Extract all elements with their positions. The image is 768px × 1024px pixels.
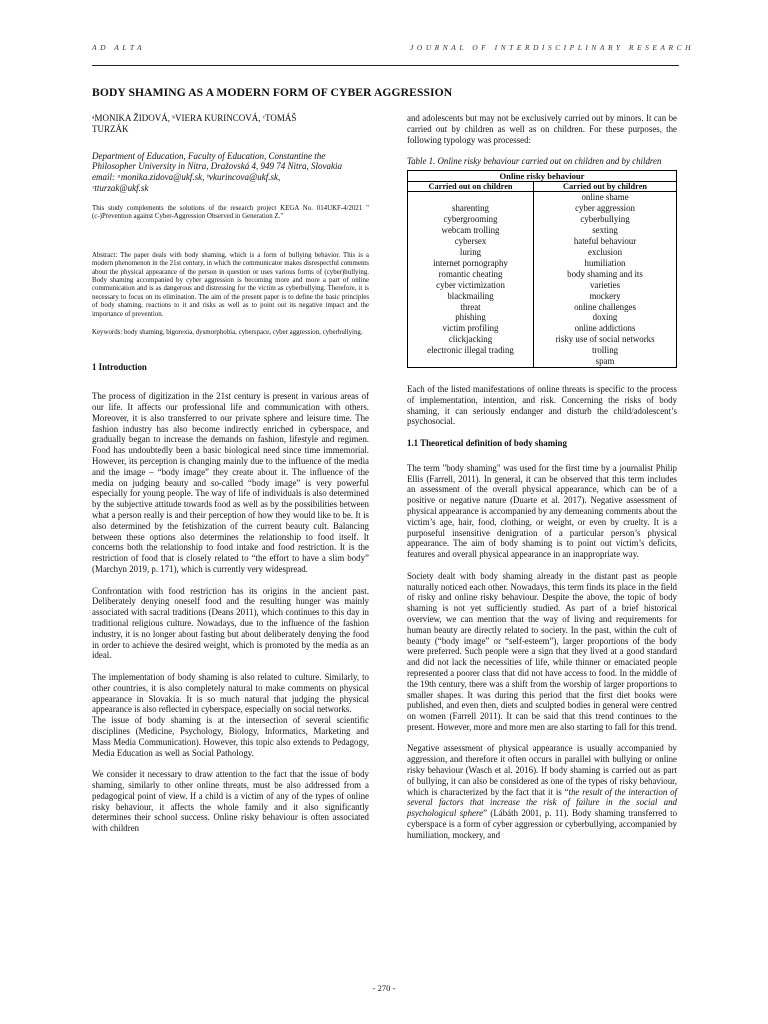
- table-item: blackmailing: [447, 290, 494, 301]
- right-paragraph-1: Each of the listed manifestations of online threats is specific to the process of implementation, intention, and risk. Concerning the risks of body shaming, it can seriously endanger and disturb the child/adolescent’s psychosocial.: [407, 383, 677, 427]
- by-children-cell: [534, 192, 677, 368]
- right-paragraph-4-start: Negative assessment of physical appearance is usually accompanied by aggression, and therefore it often occurs in parallel with bullying or online risky behaviour (Wasch et al. 2016). If body shaming is carried out as part of bullying, it can also be considered as one of the types of risky behaviour, which is characterized by the fact that it is “: [407, 743, 677, 797]
- funding-note: This study complements the solutions of the research project KEGA No. 014UKF-4/2021 "(c-)Prevention against Cyber-Aggression Observed in Generation Z.": [92, 204, 369, 221]
- table-item: victim profiling: [442, 323, 499, 334]
- table-item: trolling: [591, 345, 619, 356]
- section-heading-theoretical-definition: 1.1 Theoretical definition of body shaming: [407, 437, 567, 448]
- table-item: electronic illegal trading: [427, 345, 514, 356]
- right-paragraph-2: The term "body shaming" was used for the first time by a journalist Philip Ellis (Farrell, 2011). In general, it can be observed that this term includes an assessment of the overall physical appearance, which can be of a positive or negative nature (Duarte et al. 2017). Negative assessment of physical appearance is accompanied by any demeaning comments about the victim’s age, hair, food, clothing, or weight, or even by cruelty. It is a purposeful insensitive denigration of a particular person’s physical appearance. The aim of body shaming is to point out victim’s deficits, features and overall physical appearance in an inappropriate way.: [407, 462, 677, 560]
- email-line-1: email: ᵃmonika.zidova@ukf.sk, ᵇvkurincova@ukf.sk,: [92, 172, 281, 183]
- table-item: hateful behaviour: [573, 236, 637, 247]
- table-item: internet pornography: [433, 257, 508, 268]
- abstract: Abstract: The paper deals with body shaming, which is a form of bullying behavior. This is a modern phenomenon in the 21st century, in which the communicator makes disrespectful comments about the physical appearance of the person in question or uses various forms of (cyber)bullying. Body shaming accompanied by cyber aggression is becoming more and more a part of online communication and is as dangerous and distressing for the victim as cyberbullying. Therefore, it is necessary to focus on its elimination. The aim of the present paper is to define the basic principles of body shaming, reactions to it and risks as well as to point out its negative impact and the importance of prevention.: [92, 251, 369, 318]
- table-title: Online risky behaviour: [408, 170, 677, 181]
- risky-behaviour-table: [407, 170, 677, 368]
- table-item: luring: [459, 247, 482, 258]
- section-heading-introduction: 1 Introduction: [92, 362, 147, 373]
- intro-paragraph-5: We consider it necessary to draw attention to the fact that the issue of body shaming, similarly to other online threats, must be also addressed from a pedagogical point of view. If a child is a victim of any of the types of online risky behaviour, it affects the whole family and it also significantly determines their school success. Online risky behaviour is often associated with children: [92, 769, 369, 834]
- table-item: clickjacking: [448, 334, 493, 345]
- table-caption: Table 1. Online risky behaviour carried out on children and by children: [407, 156, 662, 167]
- on-children-cell: [408, 192, 534, 368]
- table-item: risky use of social networks: [555, 334, 655, 345]
- table-item: phishing: [455, 312, 486, 323]
- right-paragraph-4-end: ” (Lábáth 2001, p. 11). Body shaming transferred to cyberspace is a form of cyber aggression or cyberbullying, accompanied by humiliation, mockery, and: [407, 808, 678, 840]
- table-item: cyber aggression: [575, 203, 635, 214]
- authors-line-1: ᵃMONIKA ŽIDOVÁ, ᵇVIERA KURINCOVÁ, ᶜTOMÁŠ: [92, 113, 297, 123]
- table-item: online challenges: [574, 301, 636, 312]
- table-item: spam: [595, 356, 615, 367]
- table-item: cybersex: [454, 236, 487, 247]
- table-item: cyber victimization: [436, 279, 505, 290]
- table-item: sharenting: [452, 203, 489, 214]
- table-item: romantic cheating: [438, 268, 503, 279]
- right-column: [407, 113, 677, 851]
- left-column: [92, 113, 369, 845]
- keywords: Keywords: body shaming, bigorexia, dysmorphobia, cyberspace, cyber aggression, cyberbullying.: [92, 329, 363, 337]
- authors-line-2: TURZÁK: [92, 123, 129, 134]
- table-item: webcam trolling: [441, 225, 500, 236]
- right-paragraph-3: Society dealt with body shaming already in the distant past as people naturally noticed each other. Nowadays, this term finds its place in the field of risky and online risky behaviour. Despite the above, the topic of body shaming is not yet sufficiently studied. As part of a brief historical overview, we can mention that the way of living and requirements for human beauty are directly related to society. In the past, within the cult of beauty (“body image” or “self-esteem”), larger proportions of the body were preferred. Such people were a sign that they lived at a good standard and did not lack the necessities of life, while thinner or emaciated people represented a poorer class that did not have access to food. In the middle of the 19th century, there was a shift from the worship of larger proportions to smaller shapes. It was during this period that the first diet books were published, and even then, diets and sculpted bodies in general were centred on women (Farrell 2011). It can be said that this trend continues to the present. However, more and more men are also starting to fall for this trend.: [407, 570, 677, 732]
- journal-header-left: AD ALTA: [92, 43, 146, 52]
- paper-title: BODY SHAMING AS A MODERN FORM OF CYBER AGGRESSION: [92, 86, 453, 99]
- table-item: threat: [460, 301, 481, 312]
- intro-paragraph-1: The process of digitization in the 21st century is present in various areas of our life. It affects our professional life and communication with others. Moreover, it is also transferred to our private sphere and leisure time. The fashion industry has also become indirectly enriched in cyberspace, and gradually began to increase the demands on fashion, lifestyle and regimen. Food has undoubtedly been a basic biological need since time immemorial. However, its perception is changing mainly due to the influence of the media and the image – “body image” they create about it. The influence of the media on judging beauty and so-called “body image” is very powerful especially for young people. The way of life of individuals is also determined by the subjective attitude towards food as well as by the possibilities between what a person really is and their perception of how they would like to be. It is also determined by the fetishization of the current beauty cult. Balancing between these options also determines the relationship to food itself. It concerns both the relationship to food intake and food restriction. It is the restriction of food that is closely related to “the effort to have a slim body” (Marchyn 2019, p. 171), which is currently very widespread.: [92, 391, 369, 574]
- page-number: - 270 -: [372, 983, 396, 993]
- table-item: exclusion: [588, 247, 623, 258]
- header-divider: [92, 65, 679, 66]
- intro-paragraph-4: The issue of body shaming is at the intersection of several scientific disciplines (Medicine, Psychology, Biology, Informatics, Marketing and Mass Media Communication). However, this topic also extends to Pedagogy, Media Education as well as Social Pathology.: [92, 715, 369, 758]
- table-item: varieties: [589, 279, 621, 290]
- table-item: body shaming and its: [567, 268, 643, 279]
- journal-header-right: JOURNAL OF INTERDISCIPLINARY RESEARCH: [410, 43, 695, 52]
- table-item: online shame: [581, 192, 629, 203]
- right-paragraph-4: [407, 743, 677, 840]
- right-paragraph-4-quote: the result of the interaction of several factors that increase the risk of failure in the social and psychological sphere: [407, 786, 678, 819]
- table-item: cybergrooming: [443, 214, 498, 225]
- affiliation: Department of Education, Faculty of Education, Constantine the Philosopher University in Nitra, Dražovská 4, 949 74 Nitra, Slovakia: [92, 150, 342, 172]
- table-item: sexting: [592, 225, 618, 236]
- table-item: humiliation: [584, 257, 626, 268]
- table-item: cyberbullying: [580, 214, 630, 225]
- table-header-on-children: Carried out on children: [408, 181, 534, 192]
- authors: [92, 113, 369, 135]
- email-line-2: ᶜtturzak@ukf.sk: [92, 182, 149, 193]
- right-intro-paragraph: and adolescents but may not be exclusively carried out by minors. It can be carried out by children as well as on children. For these purposes, the following typology was processed:: [407, 113, 677, 145]
- table-header-by-children: Carried out by children: [534, 181, 677, 192]
- table-item: doxing: [592, 312, 618, 323]
- affiliation-block: [92, 151, 369, 194]
- intro-paragraph-2: Confrontation with food restriction has its origins in the ancient past. Deliberately denying oneself food and the resulting hunger was mainly associated with sacral traditions (Deans 2011), which continues to this day in traditional religious culture. Nowadays, due to the influence of the fashion industry, it is no longer about fasting but about deliberately denying the food in order to achieve the desired weight, which is promoted by the media as an ideal.: [92, 585, 369, 661]
- table-item: online addictions: [574, 323, 636, 334]
- table-item: mockery: [589, 290, 621, 301]
- intro-paragraph-3: The implementation of body shaming is also related to culture. Similarly, to other countries, it is also completely natural to make comments on physical appearance in Slovakia. It is so much natural that judging the physical appearance is also reflected in cyberspace, especially on social networks.: [92, 671, 369, 715]
